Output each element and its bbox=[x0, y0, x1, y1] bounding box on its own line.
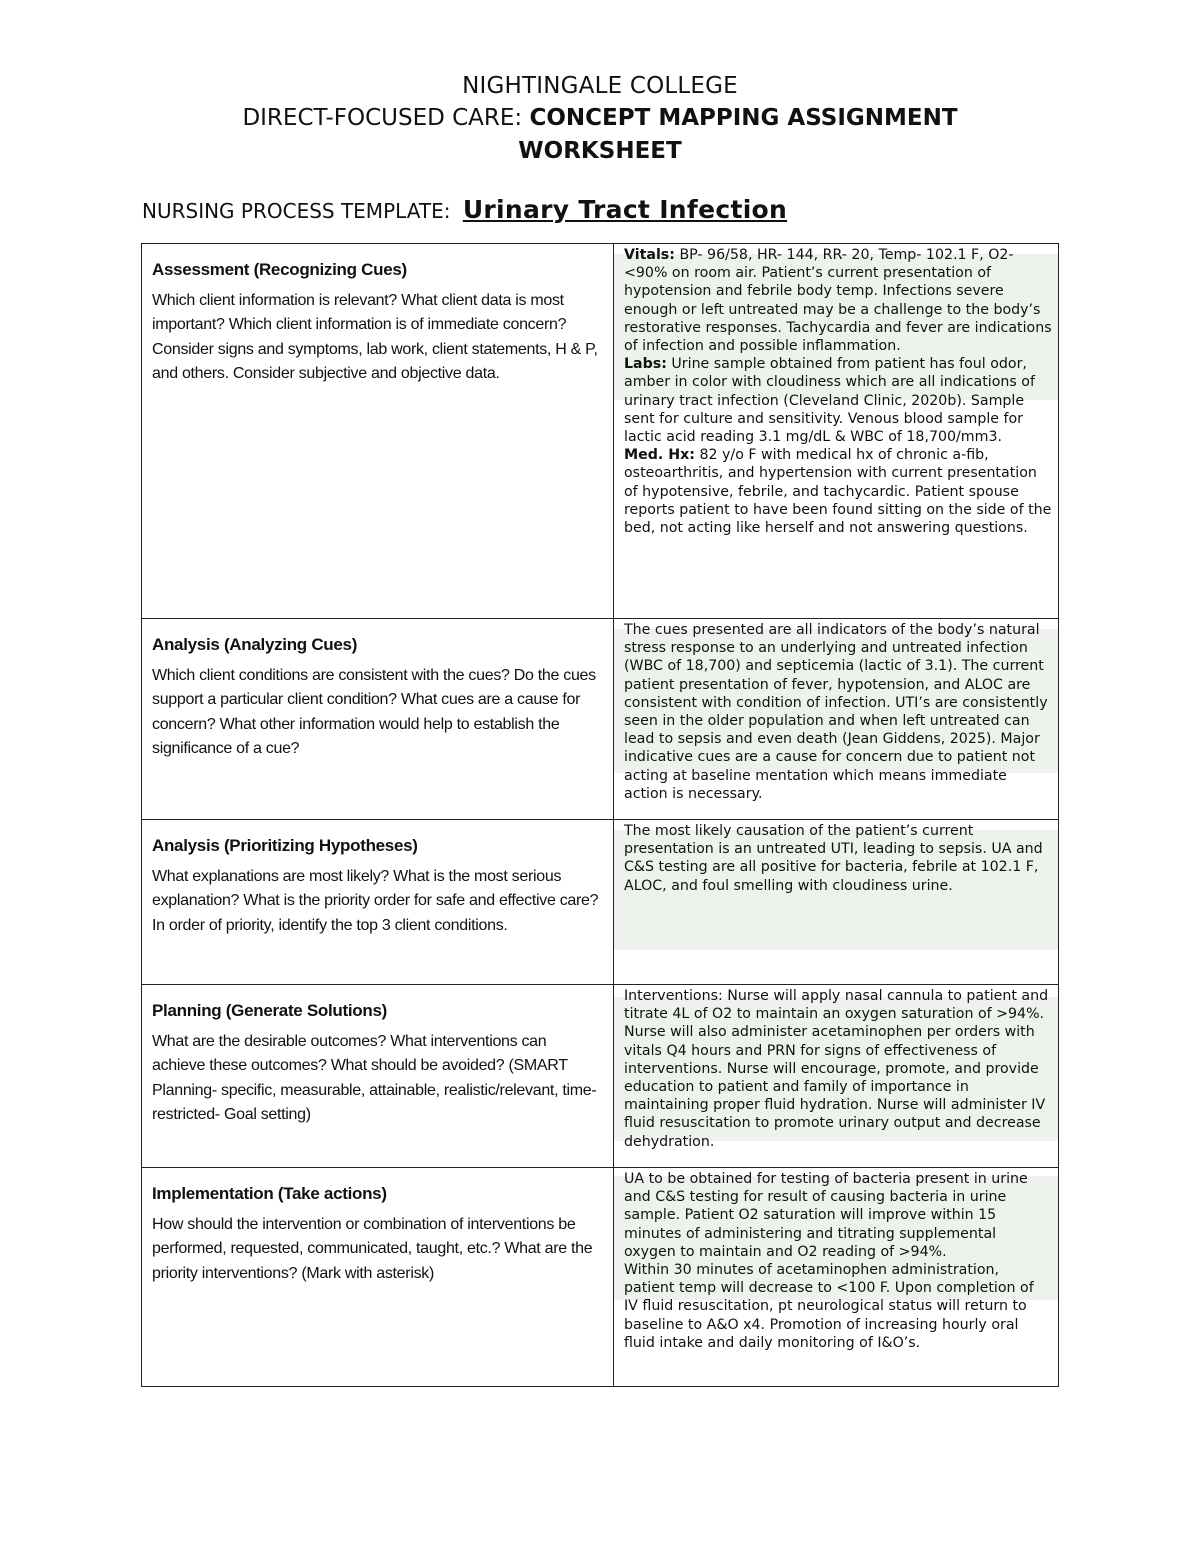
college-name: NIGHTINGALE COLLEGE bbox=[462, 73, 738, 99]
vitals-paragraph bbox=[624, 246, 1052, 355]
assignment-title: CONCEPT MAPPING ASSIGNMENT bbox=[529, 105, 958, 131]
step-title: Assessment (Recognizing Cues) bbox=[152, 260, 407, 279]
step-prompt: What explanations are most likely? What is the most serious explanation? What is the priority order for safe and effective care? In order of priority, identify the top 3 client conditions. bbox=[152, 867, 599, 934]
template-line bbox=[142, 193, 787, 228]
table-row-implementation bbox=[142, 1167, 1058, 1386]
step-title: Analysis (Prioritizing Hypotheses) bbox=[152, 836, 418, 855]
step-title: Analysis (Analyzing Cues) bbox=[152, 635, 358, 654]
worksheet-label: WORKSHEET bbox=[518, 138, 682, 164]
topic-title: Urinary Tract Infection bbox=[462, 195, 788, 224]
course-title bbox=[0, 102, 1200, 134]
document-header bbox=[0, 70, 1200, 168]
step-cell bbox=[142, 820, 614, 984]
step-cell bbox=[142, 244, 614, 618]
step-prompt: Which client conditions are consistent with the cues? Do the cues support a particular client condition? What cues are a cause for concern? What other information would help to establish the significance of a cue? bbox=[152, 666, 596, 757]
response-cell bbox=[614, 1168, 1058, 1386]
step-cell bbox=[142, 985, 614, 1167]
step-prompt: What are the desirable outcomes? What interventions can achieve these outcomes? What should be avoided? (SMART Planning- specific, measurable, attainable, realistic/relevant, time-restricted- Goal setting) bbox=[152, 1032, 597, 1123]
vitals-label: Vitals: bbox=[624, 247, 675, 263]
medhx-paragraph bbox=[624, 446, 1052, 537]
labs-text: Urine sample obtained from patient has foul odor, amber in color with cloudiness which are all indications of urinary tract infection (Cleveland Clinic, 2020b). Sample sent for culture and sensitivity. Venous blood sample for lactic acid reading 3.1 mg/dL & WBC of 18,700/mm3. bbox=[624, 356, 1035, 446]
step-cell bbox=[142, 619, 614, 819]
response-cell bbox=[614, 244, 1058, 618]
response-cell bbox=[614, 985, 1058, 1167]
step-title: Planning (Generate Solutions) bbox=[152, 1001, 387, 1020]
step-title: Implementation (Take actions) bbox=[152, 1184, 387, 1203]
response-text: The cues presented are all indicators of the body’s natural stress response to an underlying and untreated infection (WBC of 18,700) and septicemia (lactic of 3.1). The current patient presentation of fever, hypotension, and ALOC are consistent with condition of infection. UTI’s are consistently seen in the older population and when left untreated can lead to sepsis and even death (Jean Giddens, 2025). Major indicative cues are a cause for concern due to patient not acting at baseline mentation which means immediate action is necessary. bbox=[624, 622, 1048, 802]
vitals-text: BP- 96/58, HR- 144, RR- 20, Temp- 102.1 F, O2- <90% on room air. Patient’s current presentation of hypotension and febrile body temp. Infections severe enough or left untreated may be a challenge to the body’s restorative responses. Tachycardia and fever are indications of infection and possible inflammation. bbox=[624, 247, 1052, 355]
labs-paragraph bbox=[624, 355, 1052, 446]
table-row-analyzing-cues bbox=[142, 618, 1058, 819]
step-prompt: Which client information is relevant? What client data is most important? Which client information is of immediate concern? Consider signs and symptoms, lab work, client statements, H & P, and others. Consider subjective and objective data. bbox=[152, 291, 598, 382]
course-prefix: DIRECT-FOCUSED CARE: bbox=[242, 105, 523, 131]
table-row-prioritizing-hypotheses bbox=[142, 819, 1058, 984]
response-text-part2: Within 30 minutes of acetaminophen administration, patient temp will decrease to <100 F. Upon completion of IV fluid resuscitation, pt neurological status will return to baseline to A&O x4. Promotion of increasing hourly oral fluid intake and daily monitoring of I&O’s. bbox=[624, 1262, 1034, 1351]
template-label: NURSING PROCESS TEMPLATE: bbox=[142, 199, 451, 223]
step-cell bbox=[142, 1168, 614, 1386]
nursing-process-table bbox=[141, 243, 1059, 1387]
step-prompt: How should the intervention or combination of interventions be performed, requested, communicated, taught, etc.? What are the priority interventions? (Mark with asterisk) bbox=[152, 1215, 593, 1282]
response-cell bbox=[614, 820, 1058, 984]
medhx-label: Med. Hx: bbox=[624, 447, 695, 464]
response-text-part1: UA to be obtained for testing of bacteria present in urine and C&S testing for result of causing bacteria in urine sample. Patient O2 saturation will improve within 15 minutes of administering and titrating supplemental oxygen to maintain and O2 reading of >94%. bbox=[624, 1171, 1028, 1260]
response-text: Interventions: Nurse will apply nasal cannula to patient and titrate 4L of O2 to maintain an oxygen saturation of >94%. Nurse will also administer acetaminophen per orders with vitals Q4 hours and PRN for signs of effectiveness of interventions. Nurse will encourage, promote, and provide education to patient and family of importance in maintaining proper fluid hydration. Nurse will administer IV fluid resuscitation to promote urinary output and decrease dehydration. bbox=[624, 988, 1049, 1150]
table-row-assessment bbox=[142, 244, 1058, 618]
table-row-planning bbox=[142, 984, 1058, 1167]
medhx-text: 82 y/o F with medical hx of chronic a-fib, osteoarthritis, and hypertension with current presentation of hypotensive, febrile, and tachycardic. Patient spouse reports patient to have been found sitting on the side of the bed, not acting like herself and not answering questions. bbox=[624, 447, 1052, 537]
labs-label: Labs: bbox=[624, 356, 667, 373]
response-cell bbox=[614, 619, 1058, 819]
response-text: The most likely causation of the patient’s current presentation is an untreated UTI, leading to sepsis. UA and C&S testing are all positive for bacteria, febrile at 102.1 F, ALOC, and foul smelling with cloudiness urine. bbox=[624, 823, 1043, 894]
